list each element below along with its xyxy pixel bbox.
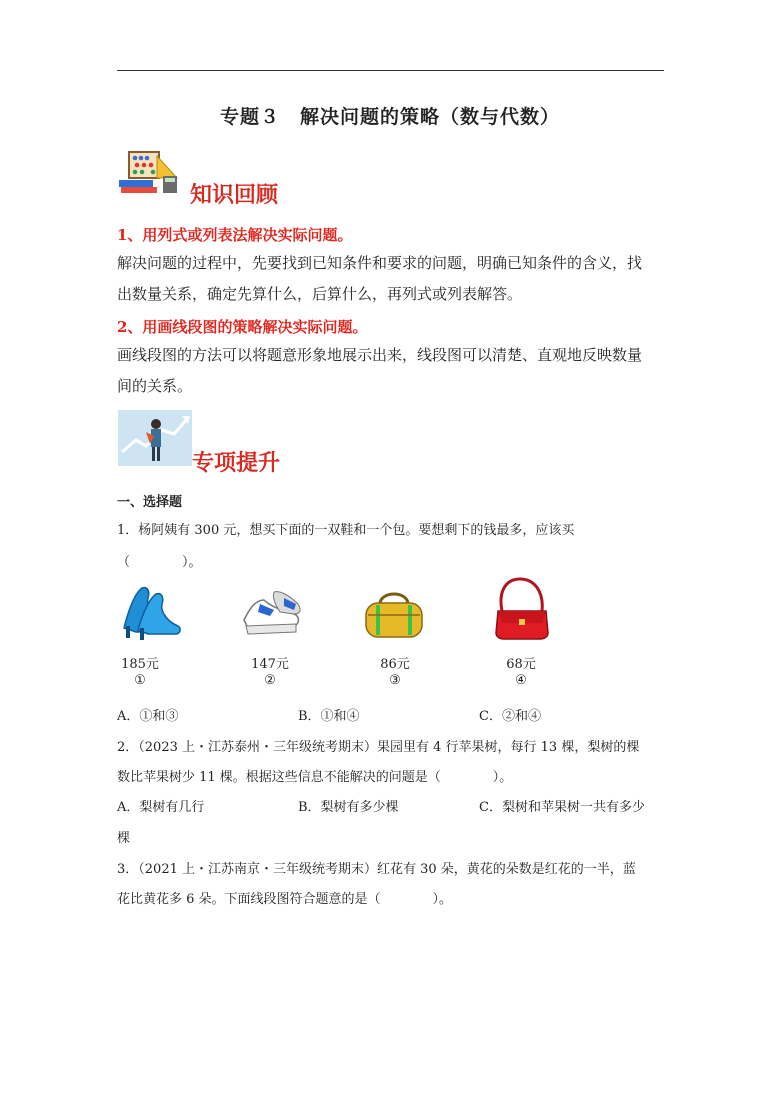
item-mark-3: ③ (389, 673, 401, 688)
item-price-4: 68元 (506, 657, 536, 672)
q2-line2: 数比苹果树少 11 棵。根据这些信息不能解决的问题是（ ）。 (117, 770, 513, 785)
header-rule (117, 70, 664, 71)
q3-line1: 3．（2021 上・江苏南京・三年级统考期末）红花有 30 朵，黄花的朵数是红花的一半，蓝 (117, 862, 636, 877)
item-mark-1: ① (134, 673, 146, 688)
q1-line2: （ ）。 (117, 555, 202, 570)
point1-line1: 解决问题的过程中，先要找到已知条件和要求的问题，明确已知条件的含义，找 (117, 254, 643, 272)
point1-line2: 出数量关系，确定先算什么，后算什么，再列式或列表解答。 (117, 285, 523, 303)
point2-title: 2、用画线段图的策略解决实际问题。 (117, 318, 368, 336)
q1-option-a[interactable]: A．①和③ (117, 709, 179, 724)
item-mark-4: ④ (515, 673, 527, 688)
section-heading-review: 知识回顾 (190, 182, 279, 208)
point2-line1: 画线段图的方法可以将题意形象地展示出来，线段图可以清楚、直观地反映数量 (117, 346, 643, 364)
section-heading-practice: 专项提升 (192, 450, 281, 476)
q2-option-a[interactable]: A．梨树有几行 (117, 800, 205, 815)
part-title: 一、选择题 (117, 495, 183, 510)
q2-option-c-overflow: 棵 (117, 831, 131, 846)
duffel-bag-icon (362, 585, 426, 641)
stationery-icon (117, 146, 181, 196)
sneakers-icon (240, 586, 304, 640)
high-heels-icon (118, 582, 182, 640)
point1-title: 1、用列式或列表法解决实际问题。 (117, 226, 353, 244)
q1-option-b[interactable]: B．①和④ (298, 709, 360, 724)
growth-figure-icon (118, 410, 192, 466)
handbag-icon (492, 575, 552, 641)
item-price-3: 86元 (380, 657, 410, 672)
q2-option-c[interactable]: C．梨树和苹果树一共有多少 (479, 800, 645, 815)
q3-line2: 花比黄花多 6 朵。下面线段图符合题意的是（ ）。 (117, 892, 453, 907)
q2-option-b[interactable]: B．梨树有多少棵 (298, 800, 399, 815)
item-price-1: 185元 (121, 657, 159, 672)
point2-line2: 间的关系。 (117, 377, 193, 395)
page-title: 专题３ 解决问题的策略（数与代数） (219, 106, 560, 128)
item-price-2: 147元 (251, 657, 289, 672)
q1-option-c[interactable]: C．②和④ (479, 709, 541, 724)
item-mark-2: ② (264, 673, 276, 688)
q2-line1: 2．（2023 上・江苏泰州・三年级统考期末）果园里有 4 行苹果树，每行 13 棵，梨树的棵 (117, 740, 640, 755)
q1-line1: 1．杨阿姨有 300 元，想买下面的一双鞋和一个包。要想剩下的钱最多，应该买 (117, 523, 575, 538)
